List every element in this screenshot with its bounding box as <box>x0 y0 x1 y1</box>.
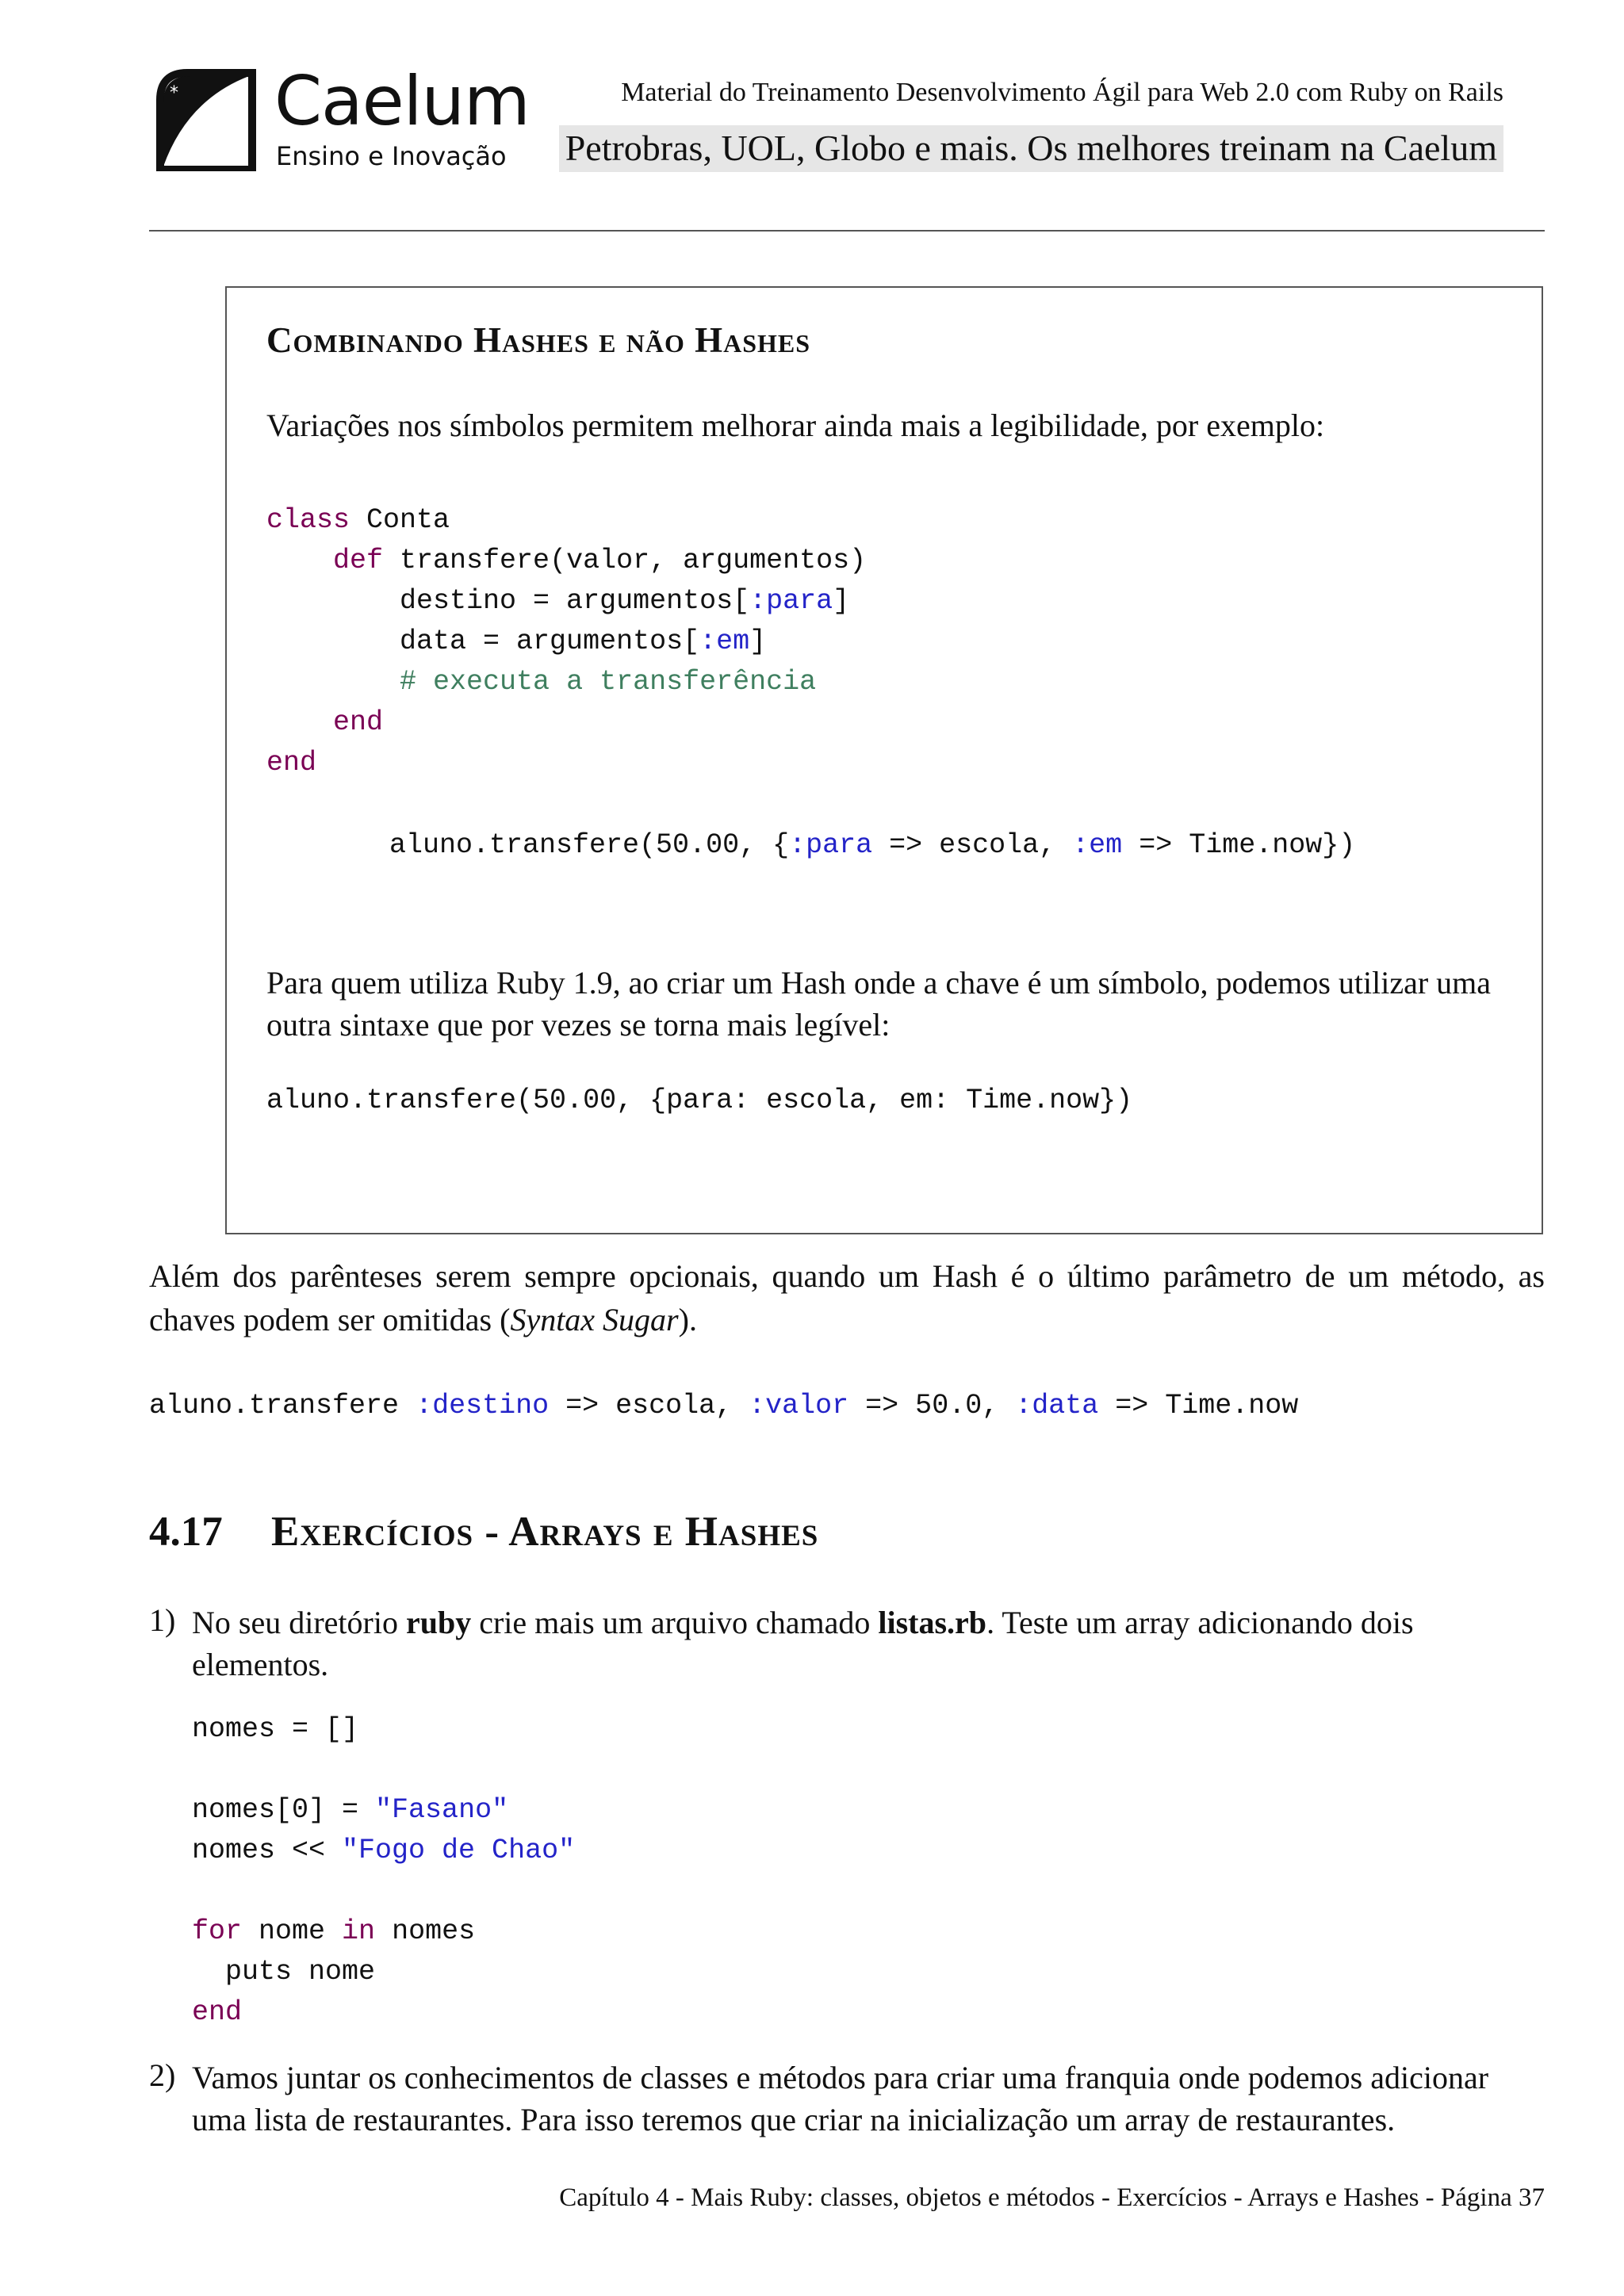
box-title: Combinando Hashes e não Hashes <box>266 320 811 360</box>
paragraph-text: ). <box>678 1302 697 1337</box>
paragraph-italic: Syntax Sugar <box>510 1302 679 1337</box>
header-course-title: Material do Treinamento Desenvolvimento Ágil para Web 2.0 com Ruby on Rails <box>621 78 1503 107</box>
code-block-class-conta <box>266 500 866 783</box>
section-title: Exercícios - Arrays e Hashes <box>271 1509 819 1555</box>
code-text: data = argumentos[ <box>266 626 700 657</box>
code-keyword: in <box>342 1915 376 1947</box>
code-symbol: :destino <box>416 1390 550 1422</box>
code-block-listas <box>192 1709 575 2033</box>
list-item-text <box>192 1601 1545 1686</box>
item-text: crie mais um arquivo chamado <box>471 1605 879 1640</box>
code-text: => Time.now}) <box>1122 829 1356 861</box>
code-symbol: :para <box>749 585 833 617</box>
code-text: ] <box>749 626 767 657</box>
code-symbol: :para <box>789 829 873 861</box>
logo-tagline: Ensino e Inovação <box>276 141 507 171</box>
code-text <box>266 666 400 698</box>
code-line-syntax-sugar <box>149 1386 1298 1426</box>
code-symbol: :em <box>699 626 750 657</box>
code-text: => 50.0, <box>848 1390 1016 1422</box>
logo-name: Caelum <box>274 62 530 141</box>
code-keyword: end <box>192 1996 243 2028</box>
list-item-number: 1) <box>149 1602 176 1638</box>
code-text: transfere(valor, argumentos) <box>383 545 867 576</box>
code-text: nomes << <box>192 1835 343 1866</box>
code-line-ruby19-syntax: aluno.transfere(50.00, {para: escola, em: Time.now}) <box>266 1085 1133 1116</box>
code-keyword: for <box>192 1915 243 1947</box>
code-line-transfere-hash <box>389 825 1355 866</box>
caelum-logo-mark-icon <box>155 68 257 171</box>
code-text: => escola, <box>872 829 1073 861</box>
code-text: nome <box>242 1915 343 1947</box>
code-text <box>266 706 333 738</box>
item-text: . Teste um array adicionando dois elementos. <box>192 1605 1414 1682</box>
code-text: => Time.now <box>1098 1390 1299 1422</box>
info-box <box>225 286 1543 1234</box>
code-symbol: :valor <box>749 1390 849 1422</box>
paragraph-text: Além dos parênteses serem sempre opcionais, quando um Hash é o último parâmetro de um método, as chaves podem ser omitidas ( <box>149 1258 1545 1337</box>
code-text: aluno.transfere(50.00, { <box>389 829 790 861</box>
code-text: Conta <box>350 504 450 536</box>
code-text: nomes = [] <box>192 1713 359 1745</box>
caelum-logo <box>155 62 530 179</box>
code-text: => escola, <box>549 1390 749 1422</box>
code-text: nomes <box>375 1915 476 1947</box>
code-keyword: end <box>266 747 317 779</box>
code-keyword: class <box>266 504 350 536</box>
code-text: destino = argumentos[ <box>266 585 750 617</box>
code-symbol: :em <box>1072 829 1123 861</box>
code-text: puts nome <box>192 1956 376 1988</box>
paragraph-syntax-sugar <box>149 1254 1545 1341</box>
box-intro-text: Variações nos símbolos permitem melhorar ainda mais a legibilidade, por exemplo: <box>266 408 1325 443</box>
code-text: nomes[0] = <box>192 1794 376 1826</box>
svg-text:*: * <box>170 83 178 103</box>
header-slogan: Petrobras, UOL, Globo e mais. Os melhores treinam na Caelum <box>559 125 1503 172</box>
item-bold: ruby <box>405 1605 472 1640</box>
code-string: "Fogo de Chao" <box>342 1835 576 1866</box>
code-keyword: end <box>333 706 384 738</box>
box-ruby19-text: Para quem utiliza Ruby 1.9, ao criar um Hash onde a chave é um símbolo, podemos utilizar uma outra sintaxe que por vezes se torna mais legível: <box>266 965 1492 1043</box>
code-string: "Fasano" <box>375 1794 509 1826</box>
section-number: 4.17 <box>149 1509 223 1555</box>
list-item-number: 2) <box>149 2057 176 2093</box>
item-bold: listas.rb <box>878 1605 987 1640</box>
header-divider <box>149 230 1545 232</box>
code-comment: # executa a transferência <box>400 666 817 698</box>
code-text <box>266 545 333 576</box>
code-symbol: :data <box>1015 1390 1099 1422</box>
page-footer: Capítulo 4 - Mais Ruby: classes, objetos e métodos - Exercícios - Arrays e Hashes - Página 37 <box>559 2183 1545 2212</box>
list-item-text: Vamos juntar os conhecimentos de classes e métodos para criar uma franquia onde podemos adicionar uma lista de restaurantes. Para isso teremos que criar na inicialização um array de restaurantes. <box>192 2060 1489 2137</box>
code-text: ] <box>833 585 850 617</box>
item-text: No seu diretório <box>192 1605 406 1640</box>
code-text: aluno.transfere <box>149 1390 416 1422</box>
code-keyword: def <box>333 545 384 576</box>
